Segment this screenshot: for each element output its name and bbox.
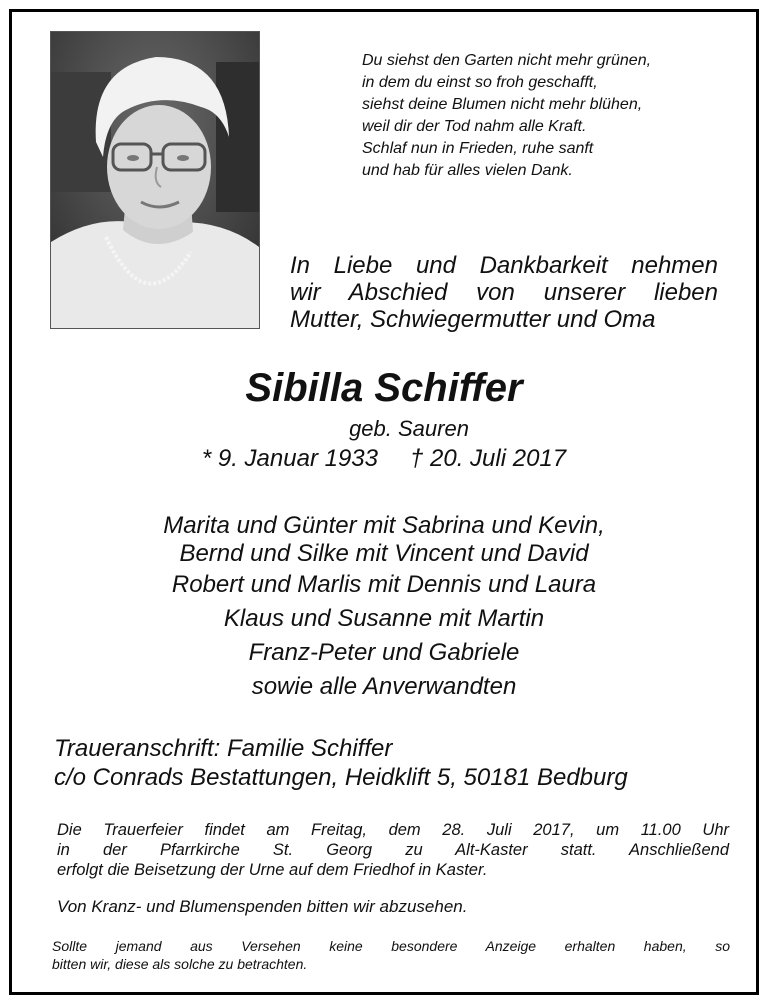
mourner-line: Klaus und Susanne mit Martin: [223, 605, 545, 632]
mourner-line: Franz-Peter und Gabriele: [248, 639, 520, 666]
address-line-1: Traueranschrift: Familie Schiffer: [54, 735, 393, 762]
mourner-line: sowie alle Anverwandten: [251, 673, 517, 700]
mourner-line: Bernd und Silke mit Vincent und David: [179, 540, 589, 567]
birth-date: * 9. Januar 1933: [201, 445, 378, 472]
death-date: † 20. Juli 2017: [410, 445, 567, 472]
mourner-line: Marita und Günter mit Sabrina und Kevin,: [163, 512, 605, 539]
poem-line: in dem du einst so froh geschafft,: [362, 74, 598, 91]
life-dates: [12, 444, 756, 474]
note-line-1: Sollte jemand aus Versehen keine besondere Anzeige erhalten haben, so: [52, 938, 730, 954]
mourner-line: Robert und Marlis mit Dennis und Laura: [171, 571, 597, 598]
obituary-notice: [9, 9, 759, 995]
farewell-intro: [290, 252, 718, 333]
memorial-poem: [362, 50, 742, 182]
mourning-address: [54, 734, 734, 792]
poem-line: und hab für alles vielen Dank.: [362, 162, 573, 179]
portrait-photo: [50, 31, 260, 329]
poem-line: siehst deine Blumen nicht mehr blühen,: [362, 96, 643, 113]
poem-line: Du siehst den Garten nicht mehr grünen,: [362, 52, 652, 69]
ceremony-line: Die Trauerfeier findet am Freitag, dem 28. Juli 2017, um 11.00 Uhr: [57, 821, 729, 839]
mourners-list: [12, 512, 756, 704]
funeral-details: [57, 820, 729, 880]
flowers-request: Von Kranz- und Blumenspenden bitten wir abzusehen.: [57, 897, 468, 916]
address-line-2: c/o Conrads Bestattungen, Heidklift 5, 50181 Bedburg: [54, 764, 628, 791]
birth-name: geb. Sauren: [349, 416, 469, 441]
poem-line: weil dir der Tod nahm alle Kraft.: [362, 118, 587, 135]
notice-note: [52, 937, 730, 973]
deceased-name: Sibilla Schiffer: [245, 366, 523, 410]
ceremony-line: erfolgt die Beisetzung der Urne auf dem Friedhof in Kaster.: [57, 861, 488, 879]
intro-line: wir Abschied von unserer lieben: [290, 279, 718, 306]
intro-line: Mutter, Schwiegermutter und Oma: [290, 306, 656, 333]
note-line-2: bitten wir, diese als solche zu betrachten.: [52, 956, 308, 972]
poem-line: Schlaf nun in Frieden, ruhe sanft: [362, 140, 594, 157]
ceremony-line: in der Pfarrkirche St. Georg zu Alt-Kaster statt. Anschließend: [57, 841, 729, 859]
intro-line: In Liebe und Dankbarkeit nehmen: [290, 252, 718, 279]
portrait-image: [51, 32, 259, 328]
